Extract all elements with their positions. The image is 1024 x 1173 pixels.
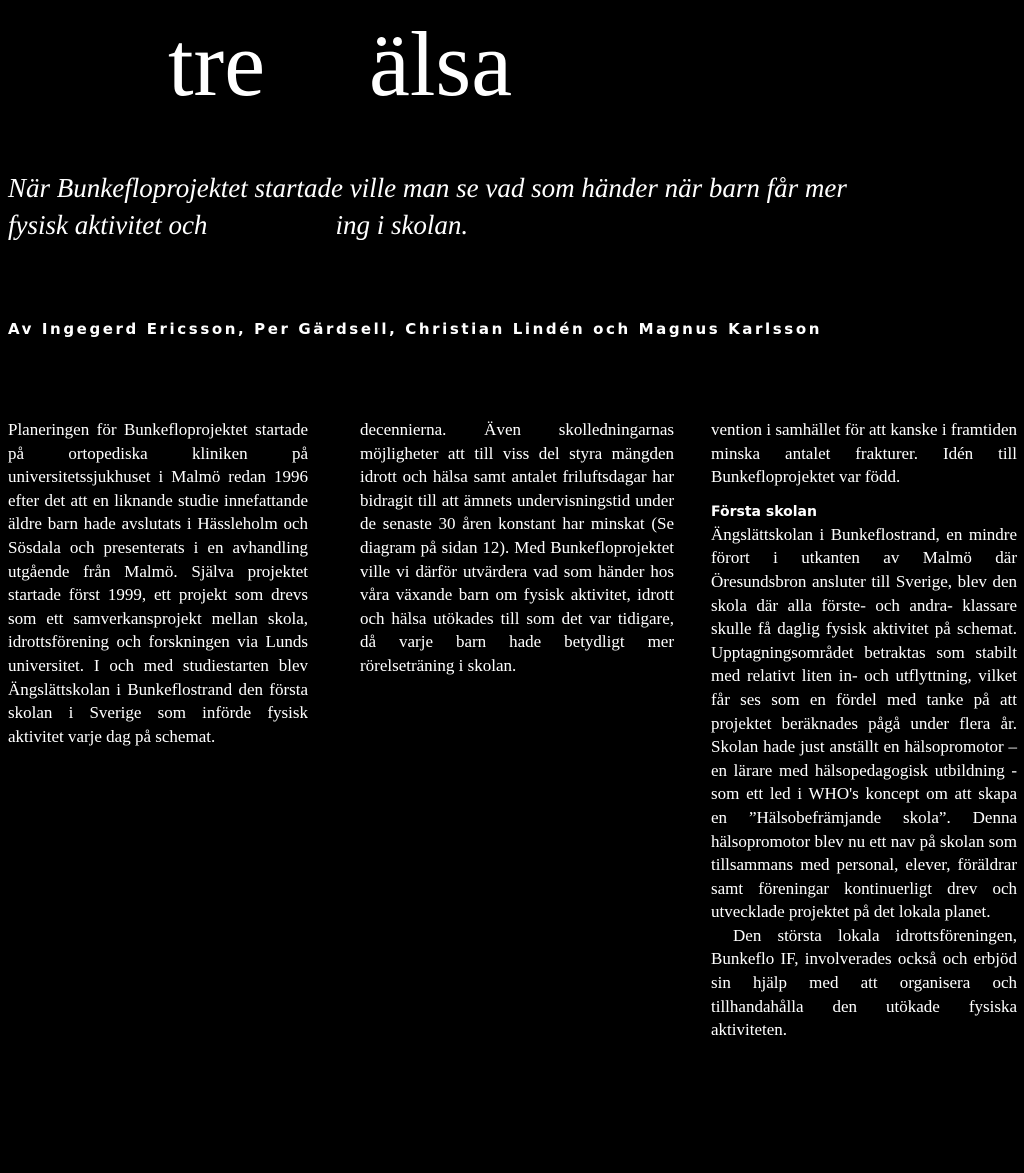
column-3-paragraph-1: vention i samhället för att kanske i framtiden minska antalet frakturer. Idén till Bunkefloprojektet var född. (711, 420, 1017, 487)
lead-line-2-part-1: fysisk aktivitet och (8, 210, 208, 240)
lead-line-1: När Bunkefloprojektet startade ville man se vad som händer när barn får mer (8, 173, 847, 203)
byline: Av Ingegerd Ericsson, Per Gärdsell, Christian Lindén och Magnus Karlsson (8, 320, 823, 338)
column-3 (711, 418, 1017, 1042)
column-3-paragraph-3: Den största lokala idrottsföreningen, Bunkeflo IF, involverades också och erbjöd sin hjälp med att organisera och tillhandahålla den utökade fysiska aktiviteten. (711, 925, 1017, 1040)
column-2-paragraph: decennierna. Även skolledningarnas möjligheter att till viss del styra mängden idrott och hälsa samt antalet friluftsdagar har bidragit till att ämnets undervisningstid under de senaste 30 åren konstant har minskat (Se diagram på sidan 12). Med Bunkefloprojektet ville vi därför utvärdera vad som händer hos våra växande barn om fysisk aktivitet, idrott och hälsa utökades till som det var tidigare, då varje barn hade betydligt mer rörelseträning i skolan. (360, 420, 674, 675)
column-2 (360, 418, 674, 678)
section-heading: Första skolan (711, 503, 817, 520)
column-3-paragraph-2: Ängslättskolan i Bunkeflostrand, en mindre förort i utkanten av Malmö där Öresundsbron ansluter till Sverige, blev den skola där alla förste- och andra- klassare skulle få daglig fysisk aktivitet på schemat. Upptagningsområdet betraktas som stabilt med relativt liten in- och utflyttning, vilket får ses som en fördel med tanke på att projektet beräknades pågå under flera år. Skolan hade just anställt en hälsopromotor – en lärare med hälsopedagogisk utbildning - som ett led i WHO's koncept om att skapa en ”Hälsobefrämjande skola”. Denna hälsopromotor blev nu ett nav på skolan som tillsammans med personal, elever, föräldrar samt föreningar kontinuerligt drev och utvecklade projektet på det lokala planet. (711, 524, 1017, 922)
column-1-paragraph: Planeringen för Bunkefloprojektet startade på ortopediska kliniken på universitetssjukhuset i Malmö redan 1996 efter det att en liknande studie innefattande äldre barn hade avslutats i Hässleholm och Sösdala och presenterats i en avhandling utgående från Malmö. Själva projektet startade först 1999, ett projekt som drevs som ett samverkansprojekt mellan skola, idrottsförening och forskningen via Lunds universitet. I och med studiestarten blev Ängslättskolan i Bunkeflostrand den första skolan i Sverige som införde fysisk aktivitet varje dag på schemat. (8, 420, 308, 746)
column-1 (8, 418, 308, 748)
lead-paragraph (8, 170, 908, 244)
title-part-2: älsa (369, 13, 513, 115)
lead-line-2-part-2: ing i skolan. (335, 210, 469, 240)
article-title (168, 13, 513, 115)
title-part-1: tre (168, 13, 266, 115)
